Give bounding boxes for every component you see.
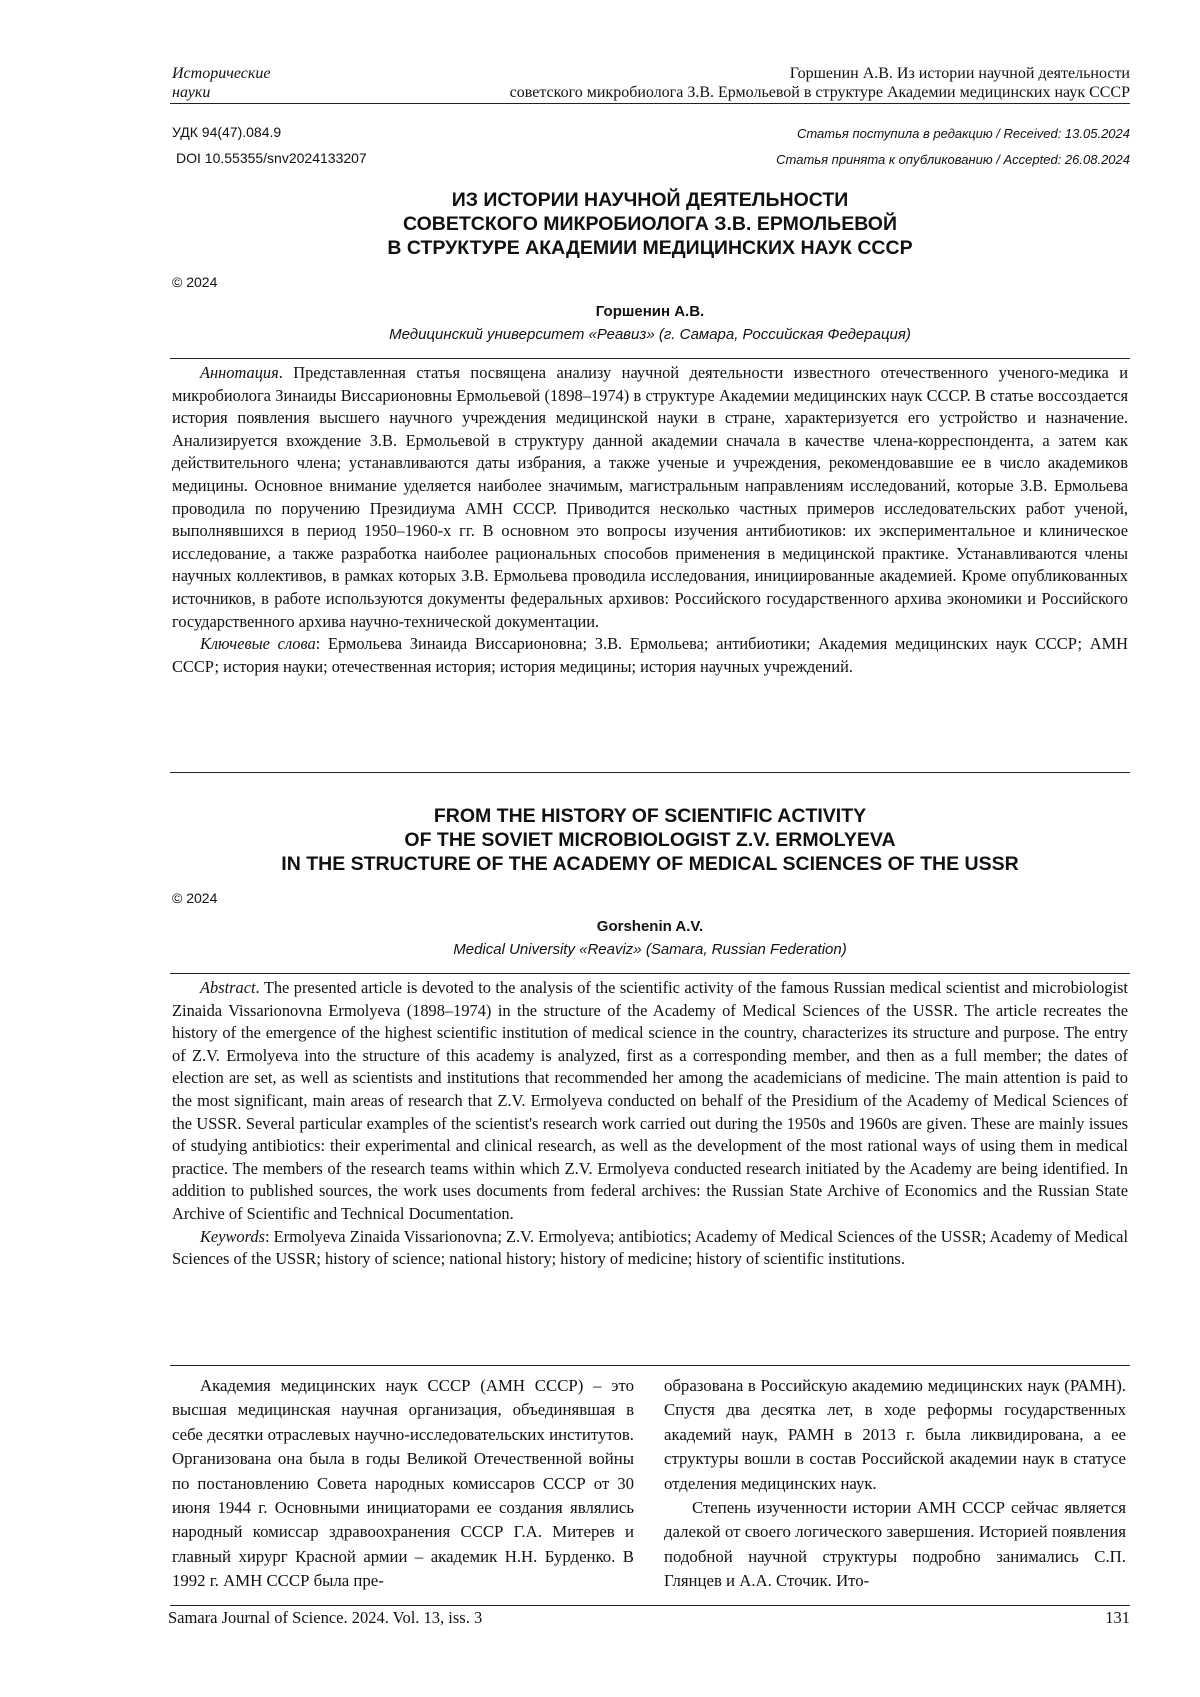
en-keywords-text: : Ermolyeva Zinaida Vissarionovna; Z.V. Ermolyeva; antibiotics; Academy of Medical Sciences of the USSR; Academy of Medical Sciences of the USSR; history of science; national history; history of medicine; history of scientific institutions. (172, 1227, 1128, 1269)
en-title-line-3: IN THE STRUCTURE OF THE ACADEMY OF MEDICAL SCIENCES OF THE USSR (170, 852, 1130, 876)
running-title-line-2: советского микробиолога З.В. Ермольевой в структуре Академии медицинских наук СССР (510, 83, 1130, 102)
running-header-section (172, 64, 270, 102)
ru-keywords-label: Ключевые слова (200, 634, 316, 653)
accepted-date: Статья принята к опубликованию / Accepted: 26.08.2024 (776, 152, 1130, 167)
body-paragraph-continued: образована в Российскую академию медицинских наук (РАМН). Спустя два десятка лет, в ходе реформы государственных академий наук, РАМН в 2013 г. была ликвидирована, а ее структуры вошли в состав Российской академии наук в статусе отделения медицинских наук. (664, 1374, 1126, 1496)
doi: DOI 10.55355/snv2024133207 (176, 150, 367, 166)
en-abstract-bottom-rule (170, 1365, 1130, 1366)
ru-title-line-3: В СТРУКТУРЕ АКАДЕМИИ МЕДИЦИНСКИХ НАУК СССР (170, 236, 1130, 260)
running-title-line-1: Горшенин А.В. Из истории научной деятельности (510, 64, 1130, 83)
section-line-1: Исторические (172, 64, 270, 83)
ru-keywords-text: : Ермольева Зинаида Виссарионовна; З.В. Ермольева; антибиотики; Академия медицинских наук СССР; АМН СССР; история науки; отечественная история; история медицины; история научных учреждений. (172, 634, 1128, 676)
body-paragraph: Академия медицинских наук СССР (АМН СССР) – это высшая медицинская научная организация, объединявшая в себе десятки отраслевых научно-исследовательских институтов. Организована она была в годы Великой Отечественной войны по постановлению Совета народных комиссаров СССР от 30 июня 1944 г. Основными инициаторами ее создания являлись народный комиссар здравоохранения СССР Г.А. Митерев и главный хирург Красной армии – академик Н.Н. Бурденко. В 1992 г. АМН СССР была пре- (172, 1374, 634, 1594)
running-header-title (510, 64, 1130, 102)
en-abstract-text: . The presented article is devoted to the analysis of the scientific activity of the famous Russian medical scientist and microbiologist Zinaida Vissarionovna Ermolyeva (1898–1974) in the structure of the Academy of Medical Sciences of the USSR. The article recreates the history of the emergence of the highest scientific institution of medical science in the country, characterizes its structure and purpose. The entry of Z.V. Ermolyeva into the structure of this academy is analyzed, first as a corresponding member, and then as a full member; the dates of election are set, as well as scientists and institutions that recommended her among the academicians of medicine. The main attention is paid to the most significant, main areas of research that Z.V. Ermolyeva conducted on behalf of the Presidium of the Academy of Medical Sciences of the USSR. Several particular examples of the scientist's research work carried out during the 1950s and 1960s are given. These are mainly issues of studying antibiotics: their experimental and clinical research, as well as the development of the most rational ways of using them in medical practice. The members of the research teams within which Z.V. Ermolyeva conducted research initiated by the Academy are being identified. In addition to published sources, the work uses documents from federal archives: the Russian State Archive of Economics and the Russian State Archive of Scientific and Technical Documentation. (172, 978, 1128, 1223)
en-copyright: © 2024 (172, 890, 217, 906)
en-title (170, 804, 1130, 876)
header-rule (170, 103, 1130, 104)
en-abstract-paragraph (172, 977, 1128, 1226)
en-abstract-top-rule (170, 973, 1130, 974)
en-abstract-label: Abstract (200, 978, 256, 997)
body-left-column (172, 1374, 634, 1594)
ru-title-line-1: ИЗ ИСТОРИИ НАУЧНОЙ ДЕЯТЕЛЬНОСТИ (170, 188, 1130, 212)
ru-keywords-paragraph (172, 633, 1128, 678)
ru-copyright: © 2024 (172, 274, 217, 290)
section-line-2: науки (172, 83, 270, 102)
page-number: 131 (1105, 1608, 1130, 1628)
en-keywords-label: Keywords (200, 1227, 265, 1246)
ru-abstract-paragraph (172, 362, 1128, 633)
ru-author: Горшенин А.В. (170, 303, 1130, 320)
ru-title (170, 188, 1130, 260)
en-keywords-paragraph (172, 1226, 1128, 1271)
en-abstract (172, 977, 1128, 1271)
body-paragraph: Степень изученности истории АМН СССР сейчас является далекой от своего логического завершения. Историей появления подобной научной структуры подробно занимались С.П. Глянцев и А.А. Сточик. Ито- (664, 1496, 1126, 1594)
ru-abstract-label: Аннотация (200, 363, 279, 382)
received-date: Статья поступила в редакцию / Received: 13.05.2024 (797, 126, 1130, 141)
ru-abstract-bottom-rule (170, 772, 1130, 773)
ru-title-line-2: СОВЕТСКОГО МИКРОБИОЛОГА З.В. ЕРМОЛЬЕВОЙ (170, 212, 1130, 236)
footer-journal: Samara Journal of Science. 2024. Vol. 13, iss. 3 (168, 1608, 482, 1628)
en-title-line-2: OF THE SOVIET MICROBIOLOGIST Z.V. ERMOLYEVA (170, 828, 1130, 852)
footer-rule (170, 1605, 1130, 1606)
ru-abstract (172, 362, 1128, 678)
en-affiliation: Medical University «Reaviz» (Samara, Russian Federation) (170, 941, 1130, 958)
ru-abstract-top-rule (170, 358, 1130, 359)
ru-abstract-text: . Представленная статья посвящена анализу научной деятельности известного отечественного ученого-медика и микробиолога Зинаиды Виссарионовны Ермольевой (1898–1974) в структуре Академии медицинских наук СССР. В статье воссоздается история появления высшего научного учреждения медицинской науки в стране, характеризуется его устройство и назначение. Анализируется вхождение З.В. Ермольевой в структуру данной академии сначала в качестве члена-корреспондента, а затем как действительного члена; устанавливаются даты избрания, а также ученые и учреждения, рекомендовавшие ее в число академиков медицины. Основное внимание уделяется наиболее значимым, магистральным направлениям исследований, которые З.В. Ермольева проводила по поручению Президиума АМН СССР. Приводится несколько частных примеров исследовательских работ ученой, выполнявшихся в период 1950–1960-х гг. В основном это вопросы изучения антибиотиков: их экспериментальное и клиническое исследование, а также разработка наиболее рациональных способов применения в медицинской практике. Устанавливаются члены научных коллективов, в рамках которых З.В. Ермольева проводила исследования, инициированные академией. Кроме опубликованных источников, в работе используются документы федеральных архивов: Российского государственного архива экономики и Российского государственного архива научно-технической документации. (172, 363, 1128, 631)
ru-affiliation: Медицинский университет «Реавиз» (г. Самара, Российская Федерация) (170, 326, 1130, 343)
body-right-column (664, 1374, 1126, 1594)
en-title-line-1: FROM THE HISTORY OF SCIENTIFIC ACTIVITY (170, 804, 1130, 828)
udk: УДК 94(47).084.9 (172, 124, 281, 140)
en-author: Gorshenin A.V. (170, 918, 1130, 935)
